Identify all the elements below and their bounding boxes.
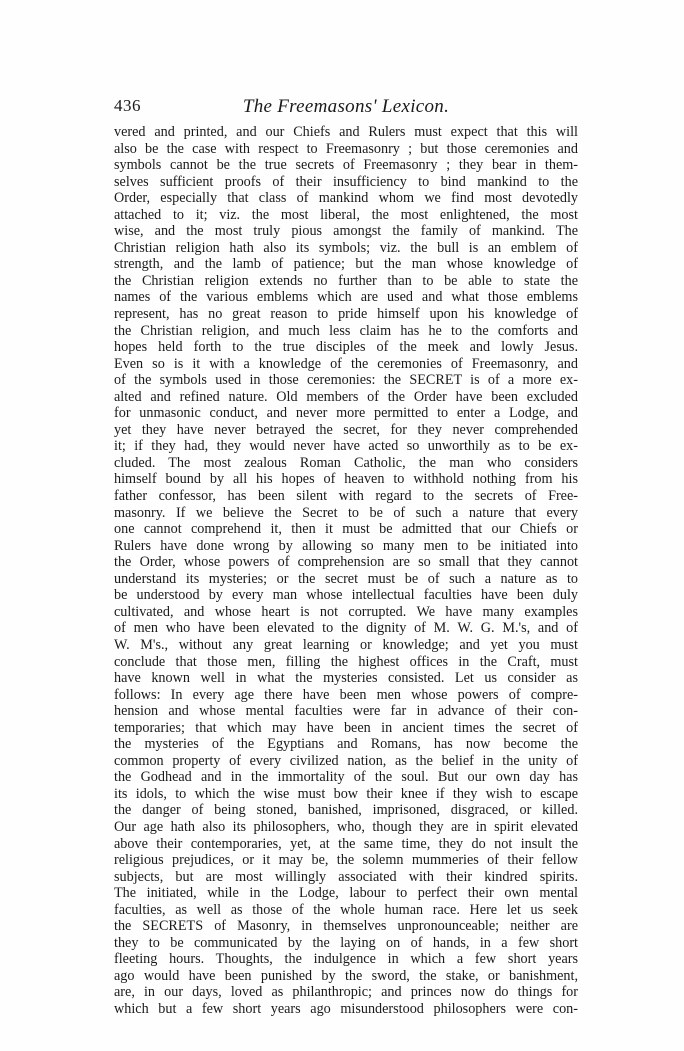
text-line: strength, and the lamb of patience; but the man whose knowledge of (114, 256, 578, 273)
text-line: hopes held forth to the true disciples of the meek and lowly Jesus. (114, 339, 578, 356)
text-line: yet they have never betrayed the secret, for they never comprehended (114, 421, 578, 438)
text-line: have known well in what the mysteries consisted. Let us consider as (114, 670, 578, 687)
text-line: the Christian religion, and much less claim has he to the comforts and (114, 322, 578, 339)
text-line: above their contemporaries, yet, at the same time, they do not insult the (114, 835, 578, 852)
text-line: the Christian religion extends no further than to be able to state the (114, 272, 578, 289)
text-line: W. M's., without any great learning or knowledge; and yet you must (114, 636, 578, 653)
text-line: Christian religion hath also its symbols; viz. the bull is an emblem of (114, 239, 578, 256)
text-line: the mysteries of the Egyptians and Romans, has now become the (114, 736, 578, 753)
text-line: cluded. The most zealous Roman Catholic, the man who considers (114, 454, 578, 471)
text-line: The initiated, while in the Lodge, labour to perfect their own mental (114, 885, 578, 902)
text-line: the Order, whose powers of comprehension are so small that they cannot (114, 554, 578, 571)
text-line: subjects, but are most willingly associated with their kindred spirits. (114, 868, 578, 885)
text-line: himself bound by all his hopes of heaven to withhold nothing from his (114, 471, 578, 488)
text-line: also be the case with respect to Freemasonry ; but those ceremonies and (114, 140, 578, 157)
text-line: Even so is it with a knowledge of the ceremonies of Freemasonry, and (114, 355, 578, 372)
text-line: faculties, as well as those of the whole human race. Here let us seek (114, 901, 578, 918)
text-line: Rulers have done wrong by allowing so many men to be initiated into (114, 537, 578, 554)
text-line: ago would have been punished by the sword, the stake, or banishment, (114, 967, 578, 984)
text-line: of the symbols used in those ceremonies: the SECRET is of a more ex- (114, 372, 578, 389)
text-line: masonry. If we believe the Secret to be of such a nature that every (114, 504, 578, 521)
text-line: be understood by every man whose intellectual faculties have been duly (114, 587, 578, 604)
text-line: which but a few short years ago misunderstood philosophers were con- (114, 1000, 578, 1017)
text-line: the Godhead and in the immortality of the soul. But our own day has (114, 769, 578, 786)
text-line: the danger of being stoned, banished, imprisoned, disgraced, or killed. (114, 802, 578, 819)
text-line: the SECRETS of Masonry, in themselves unpronounceable; neither are (114, 918, 578, 935)
text-line: father confessor, has been silent with regard to the secrets of Free- (114, 488, 578, 505)
text-line: are, in our days, loved as philanthropic; and princes now do things for (114, 984, 578, 1001)
text-line: conclude that those men, filling the highest offices in the Craft, must (114, 653, 578, 670)
text-line: they to be communicated by the laying on of hands, in a few short (114, 934, 578, 951)
text-line: attached to it; viz. the most liberal, the most enlightened, the most (114, 206, 578, 223)
text-line: its idols, to which the wise must bow their knee if they wish to escape (114, 785, 578, 802)
text-line: Our age hath also its philosophers, who, though they are in spirit elevated (114, 818, 578, 835)
text-line: fleeting hours. Thoughts, the indulgence in which a few short years (114, 951, 578, 968)
text-line: of men who have been elevated to the dignity of M. W. G. M.'s, and of (114, 620, 578, 637)
text-line: alted and refined nature. Old members of the Order have been excluded (114, 388, 578, 405)
text-line: follows: In every age there have been men whose powers of compre- (114, 686, 578, 703)
text-line: names of the various emblems which are used and what those emblems (114, 289, 578, 306)
text-line: religious prejudices, or it may be, the solemn mummeries of their fellow (114, 852, 578, 869)
text-line: selves sufficient proofs of their insufficiency to bind mankind to the (114, 173, 578, 190)
text-line: for unmasonic conduct, and never more permitted to enter a Lodge, and (114, 405, 578, 422)
text-line: understand its mysteries; or the secret must be of such a nature as to (114, 570, 578, 587)
text-line: one cannot comprehend it, then it must be admitted that our Chiefs or (114, 521, 578, 538)
page-number: 436 (114, 96, 141, 115)
text-line: wise, and the most truly pious amongst the family of mankind. The (114, 223, 578, 240)
running-title: The Freemasons' Lexicon. (242, 96, 450, 117)
page-header (114, 96, 578, 122)
text-line: symbols cannot be the true secrets of Freemasonry ; they bear in them- (114, 157, 578, 174)
text-line: cultivated, and whose heart is not corrupted. We have many examples (114, 603, 578, 620)
body-text (114, 124, 578, 1018)
text-line: Order, especially that class of mankind whom we find most devotedly (114, 190, 578, 207)
text-line: hension and whose mental faculties were far in advance of their con- (114, 703, 578, 720)
text-line: represent, has no great reason to pride himself upon his knowledge of (114, 306, 578, 323)
text-line: common property of every civilized nation, as the belief in the unity of (114, 752, 578, 769)
text-line: vered and printed, and our Chiefs and Rulers must expect that this will (114, 124, 578, 140)
text-line: temporaries; that which may have been in ancient times the secret of (114, 719, 578, 736)
text-line: it; if they had, they would never have acted so unworthily as to be ex- (114, 438, 578, 455)
